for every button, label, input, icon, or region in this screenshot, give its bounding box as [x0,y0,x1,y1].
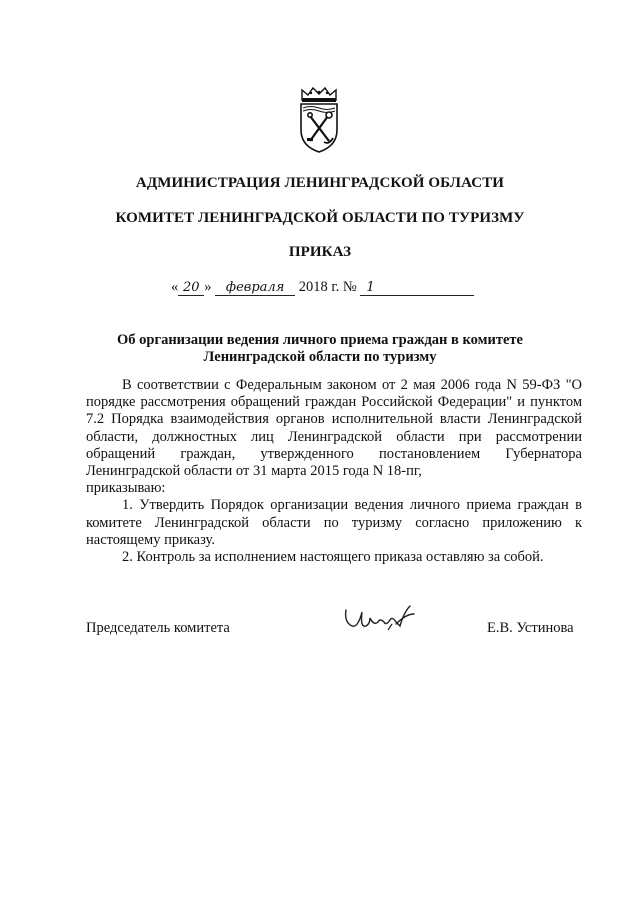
handwritten-signature [340,600,420,638]
preamble-paragraph: В соответствии с Федеральным законом от 2 мая 2006 года N 59-ФЗ "О порядке рассмотрения обращений граждан Российской Федерации" и пунктом 7.2 Порядка взаимодействия органов исполнительной власти Ленинградской области, должностных лиц Ленинградской области при рассмотрении обращений граждан, утвержденного постановлением Губернатора Ленинградской области от 31 марта 2015 года N 18-пг, [86,377,582,480]
coat-of-arms-emblem [298,86,340,154]
date-open-quote: « [171,279,179,295]
order-item-2: 2. Контроль за исполнением настоящего приказа оставляю за собой. [122,549,544,566]
order-subject [90,332,550,366]
subject-line-1: Об организации ведения личного приема граждан в комитете [117,332,523,348]
signatory-position: Председатель комитета [86,620,230,636]
date-day: 20 [178,281,204,296]
date-month: февраля [215,281,295,296]
order-item-1: 1. Утвердить Порядок организации ведения личного приема граждан в комитете Ленинградской области по туризму согласно приложению к настоящему приказу. [86,497,582,548]
order-body [86,377,582,566]
order-word: приказываю: [86,480,166,497]
order-date-line [171,279,474,296]
date-year-and-number-label: 2018 г. № [298,279,357,295]
date-close-quote: » [204,279,212,295]
administration-title: АДМИНИСТРАЦИЯ ЛЕНИНГРАДСКОЙ ОБЛАСТИ [135,175,505,191]
order-number: 1 [360,281,474,296]
document-type-title: ПРИКАЗ [288,244,352,260]
signatory-name: Е.В. Устинова [487,620,574,636]
committee-title: КОМИТЕТ ЛЕНИНГРАДСКОЙ ОБЛАСТИ ПО ТУРИЗМУ [115,210,525,226]
subject-line-2: Ленинградской области по туризму [203,349,437,365]
